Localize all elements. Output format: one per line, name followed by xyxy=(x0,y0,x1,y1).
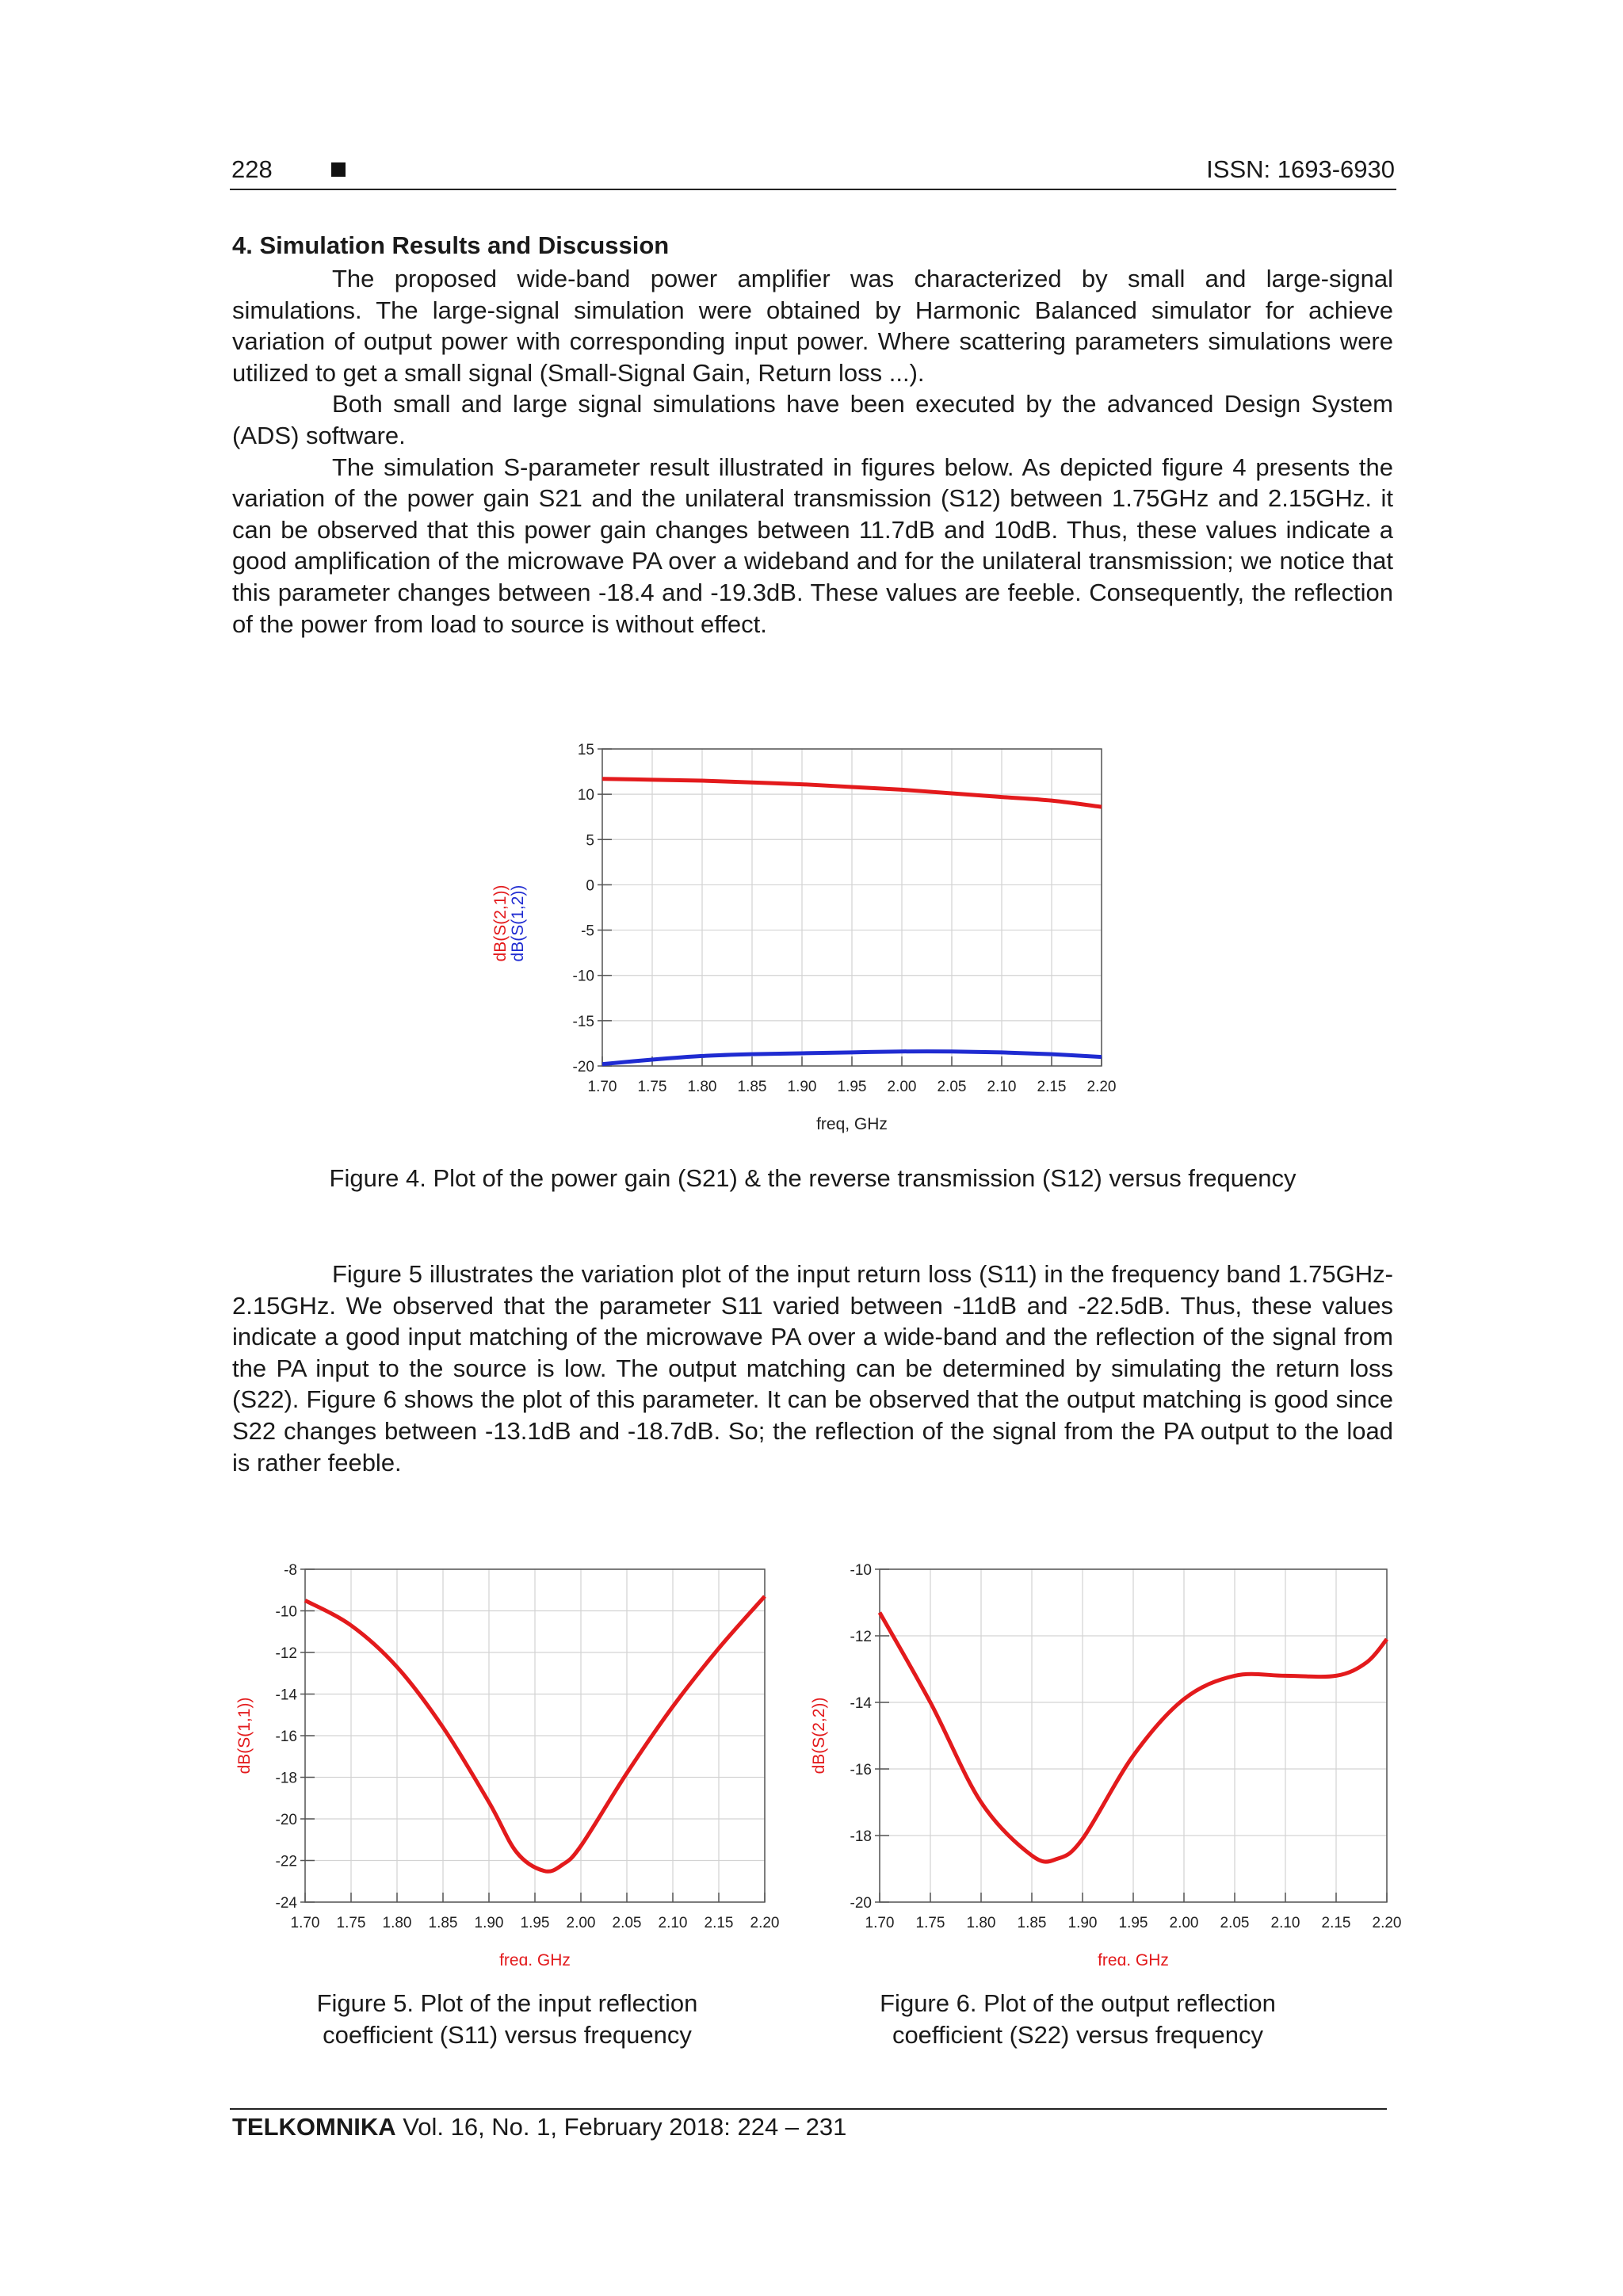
page-number: 228 xyxy=(231,155,273,183)
journal-citation: Vol. 16, No. 1, February 2018: 224 – 231 xyxy=(395,2113,847,2141)
x-tick-label: 1.90 xyxy=(1067,1915,1098,1931)
x-tick-label: 2.15 xyxy=(704,1915,734,1931)
y-tick-label: -10 xyxy=(850,1562,872,1579)
x-tick-label: 2.15 xyxy=(1321,1915,1351,1931)
y-tick-label: 15 xyxy=(577,742,594,758)
x-tick-label: 1.70 xyxy=(587,1079,617,1095)
caption-line: Figure 5. Plot of the input reflection xyxy=(316,1989,698,2017)
figure-5 xyxy=(230,1538,800,1969)
grid xyxy=(305,1569,765,1902)
y-tick-label: -5 xyxy=(581,923,594,940)
footer-rule xyxy=(230,2108,1387,2110)
y-tick-label: -22 xyxy=(275,1853,297,1870)
figure-4 xyxy=(475,725,1157,1141)
x-tick-label: 2.20 xyxy=(1086,1079,1117,1095)
caption-line: coefficient (S11) versus frequency xyxy=(323,2021,692,2049)
x-tick-label: 1.80 xyxy=(966,1915,996,1931)
grid xyxy=(602,749,1102,1066)
s21-s12-chart xyxy=(475,725,1157,1137)
x-tick-label: 2.15 xyxy=(1037,1079,1067,1095)
body-text-bottom xyxy=(232,1259,1393,1478)
figure-6-caption xyxy=(808,1988,1347,2051)
y-tick-label: -8 xyxy=(284,1562,297,1579)
y-tick-label: -18 xyxy=(850,1828,872,1845)
y-tick-label: -15 xyxy=(572,1013,594,1030)
figure-6 xyxy=(800,1538,1419,1969)
y-axis-label: dB(S(1,1)) xyxy=(235,1697,254,1775)
x-tick-label: 2.10 xyxy=(658,1915,688,1931)
journal-name: TELKOMNIKA xyxy=(232,2113,396,2141)
x-tick-label: 2.00 xyxy=(887,1079,917,1095)
x-tick-label: 1.95 xyxy=(1118,1915,1148,1931)
x-tick-label: 2.05 xyxy=(612,1915,642,1931)
x-tick-label: 1.95 xyxy=(837,1079,867,1095)
x-tick-label: 2.00 xyxy=(1169,1915,1199,1931)
y-tick-label: -12 xyxy=(275,1645,297,1662)
y-tick-label: -18 xyxy=(275,1770,297,1787)
paragraph: The proposed wide-band power amplifier was characterized by small and large-signal simulations. The large-signal simulation were obtained by Harmonic Balanced simulator for achieve variation of output power with corresponding input power. Where scattering parameters simulations were utilized to get a small signal (Small-Signal Gain, Return loss ...). xyxy=(232,265,1393,387)
y-tick-label: -16 xyxy=(850,1762,872,1778)
x-tick-label: 1.95 xyxy=(520,1915,550,1931)
y-tick-label: -20 xyxy=(275,1812,297,1828)
x-tick-label: 1.75 xyxy=(637,1079,667,1095)
y-axis-label: dB(S(1,2)) xyxy=(509,884,527,962)
page-header xyxy=(230,155,1396,190)
paragraph: The simulation S-parameter result illustrated in figures below. As depicted figure 4 presents the variation of the power gain S21 and the unilateral transmission (S12) between 1.75GHz and 2.15GHz. it can be observed that this power gain changes between 11.7dB and 10dB. Thus, these values indicate a good amplification of the microwave PA over a wideband and for the unilateral transmission; we notice that this parameter changes between -18.4 and -19.3dB. These values are feeble. Consequently, the reflection of the power from load to source is without effect. xyxy=(232,453,1393,638)
x-axis-label: freq, GHz xyxy=(499,1951,571,1966)
x-tick-label: 2.10 xyxy=(1270,1915,1300,1931)
figure-4-caption: Figure 4. Plot of the power gain (S21) & the reverse transmission (S12) versus frequency xyxy=(329,1164,1296,1192)
grid xyxy=(880,1569,1387,1902)
caption-line: Figure 6. Plot of the output reflection xyxy=(880,1989,1276,2017)
y-tick-label: -12 xyxy=(850,1629,872,1645)
s22-chart xyxy=(800,1538,1419,1966)
x-tick-label: 1.75 xyxy=(915,1915,945,1931)
x-tick-label: 1.90 xyxy=(787,1079,817,1095)
x-tick-label: 2.10 xyxy=(987,1079,1017,1095)
y-tick-label: 10 xyxy=(577,787,594,804)
y-tick-label: -14 xyxy=(850,1695,872,1712)
y-tick-label: -10 xyxy=(572,968,594,985)
x-tick-label: 2.20 xyxy=(1372,1915,1402,1931)
x-axis-label: freq, GHz xyxy=(1098,1951,1169,1966)
x-tick-label: 2.05 xyxy=(937,1079,967,1095)
x-tick-label: 1.75 xyxy=(336,1915,366,1931)
x-tick-label: 2.05 xyxy=(1220,1915,1250,1931)
x-axis-label: freq, GHz xyxy=(816,1115,888,1133)
square-bullet-icon xyxy=(331,162,346,177)
y-axis-label: dB(S(2,2)) xyxy=(810,1697,828,1775)
paragraph: Both small and large signal simulations have been executed by the advanced Design System (ADS) software. xyxy=(232,390,1393,449)
x-tick-label: 1.85 xyxy=(737,1079,767,1095)
x-tick-label: 1.90 xyxy=(474,1915,504,1931)
y-tick-label: -20 xyxy=(572,1059,594,1075)
section-heading: 4. Simulation Results and Discussion xyxy=(232,231,670,259)
s11-chart xyxy=(230,1538,800,1966)
y-tick-label: -16 xyxy=(275,1729,297,1745)
paragraph: Figure 5 illustrates the variation plot of the input return loss (S11) in the frequency band 1.75GHz-2.15GHz. We observed that the parameter S11 varied between -11dB and -22.5dB. Thus, these values indicate a good input matching of the microwave PA over a wide-band and the reflection of the signal from the PA input to the source is low. The output matching can be determined by simulating the return loss (S22). Figure 6 shows the plot of this parameter. It can be observed that the output matching is good since S22 changes between -13.1dB and -18.7dB. So; the reflection of the signal from the PA output to the load is rather feeble. xyxy=(232,1260,1393,1477)
x-tick-label: 1.70 xyxy=(865,1915,895,1931)
y-axis-label: dB(S(2,1)) xyxy=(491,884,510,962)
y-tick-label: -10 xyxy=(275,1603,297,1621)
page-footer xyxy=(232,2113,846,2141)
x-tick-label: 1.70 xyxy=(290,1915,320,1931)
y-tick-label: -14 xyxy=(275,1687,297,1704)
caption-line: coefficient (S22) versus frequency xyxy=(892,2021,1264,2049)
y-tick-label: -20 xyxy=(850,1895,872,1912)
figure-5-caption xyxy=(238,1988,777,2051)
y-tick-label: 5 xyxy=(586,832,594,850)
x-tick-label: 2.00 xyxy=(566,1915,596,1931)
issn-label: ISSN: 1693-6930 xyxy=(1206,155,1395,183)
x-tick-label: 1.85 xyxy=(1017,1915,1047,1931)
x-tick-label: 1.85 xyxy=(428,1915,458,1931)
y-tick-label: -24 xyxy=(275,1895,297,1912)
x-tick-label: 1.80 xyxy=(382,1915,412,1931)
y-tick-label: 0 xyxy=(586,877,594,895)
body-text-top xyxy=(232,263,1393,640)
x-tick-label: 2.20 xyxy=(750,1915,780,1931)
x-tick-label: 1.80 xyxy=(687,1079,717,1095)
